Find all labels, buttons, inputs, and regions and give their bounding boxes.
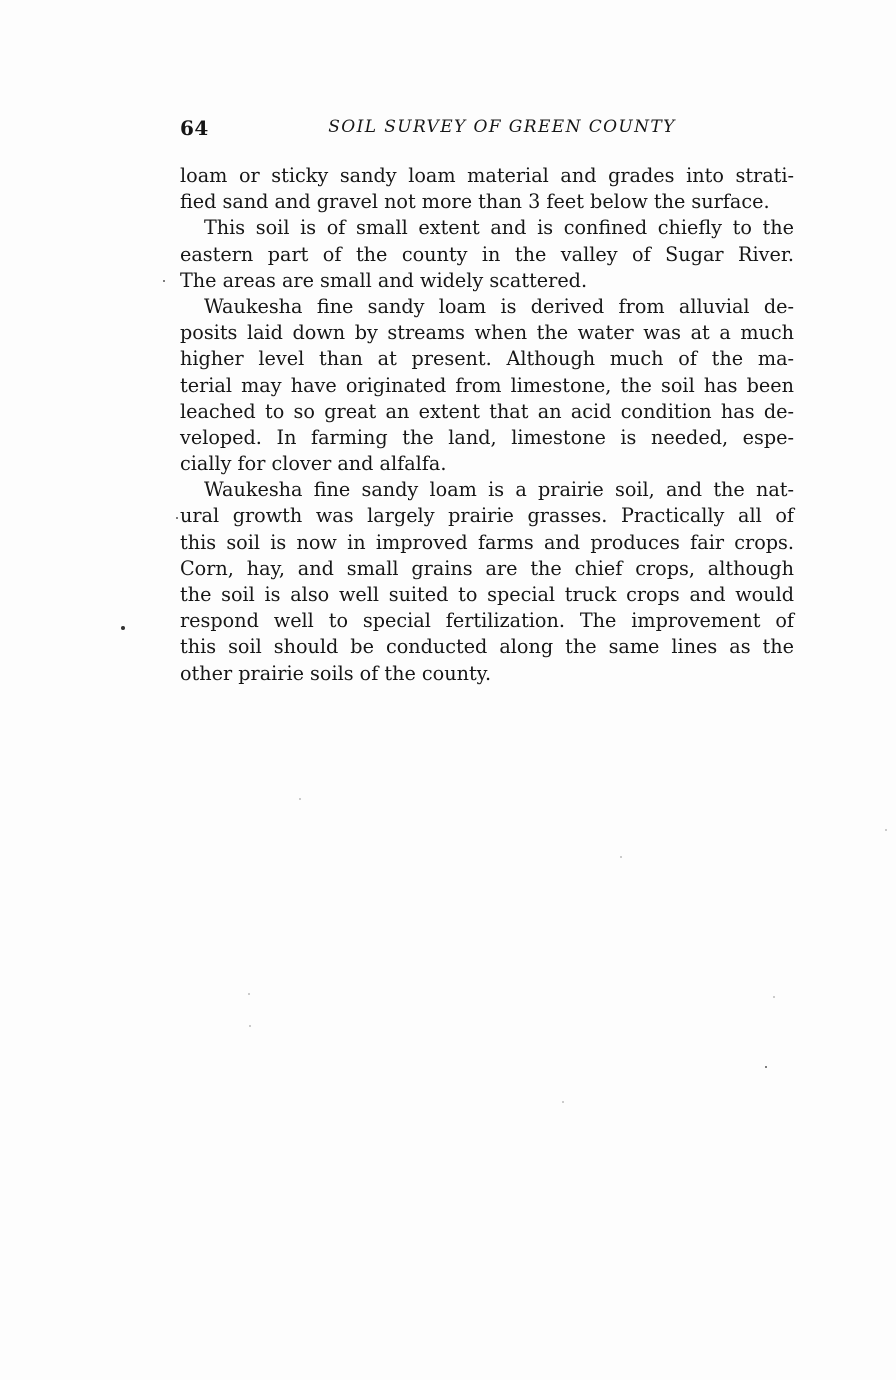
text-line: cially for clover and alfalfa. xyxy=(180,452,447,476)
scan-speck xyxy=(121,626,125,630)
scan-speck xyxy=(773,996,775,998)
text-line: this soil is now in improved farms and produces fair crops. xyxy=(180,530,794,554)
text-line: posits laid down by streams when the water was at a much xyxy=(180,321,794,345)
scan-speck xyxy=(562,1101,564,1103)
page-title: SOIL SURVEY OF GREEN COUNTY xyxy=(328,117,676,137)
text-line: other prairie soils of the county. xyxy=(180,661,492,685)
scan-speck xyxy=(299,798,301,800)
text-line: The areas are small and widely scattered. xyxy=(180,268,588,292)
text-line: the soil is also well suited to special truck crops and would xyxy=(180,583,794,606)
text-line: Waukesha fine sandy loam is derived from alluvial de- xyxy=(204,294,794,318)
page-number: 64 xyxy=(180,116,209,140)
text-line: leached to so great an extent that an acid condition has de- xyxy=(180,399,794,423)
text-line: ural growth was largely prairie grasses. Practically all of xyxy=(180,504,794,528)
text-line: eastern part of the county in the valley of Sugar River. xyxy=(180,242,794,266)
running-head xyxy=(180,116,794,140)
scan-speck xyxy=(765,1066,767,1068)
text-line: fied sand and gravel not more than 3 feet below the surface. xyxy=(180,190,770,214)
scan-speck xyxy=(249,1025,251,1027)
scan-speck xyxy=(248,993,250,995)
text-line: loam or sticky sandy loam material and grades into strati- xyxy=(180,164,794,187)
scan-speck xyxy=(620,856,622,858)
text-line: respond well to special fertilization. The improvement of xyxy=(180,609,794,633)
text-line: this soil should be conducted along the same lines as the xyxy=(180,635,794,659)
text-line: This soil is of small extent and is confined chiefly to the xyxy=(204,216,794,240)
text-line: terial may have originated from limestone, the soil has been xyxy=(180,373,794,397)
text-line: Waukesha fine sandy loam is a prairie soil, and the nat- xyxy=(204,478,794,502)
text-line: higher level than at present. Although much of the ma- xyxy=(180,347,794,371)
body-text xyxy=(180,163,794,687)
text-line: Corn, hay, and small grains are the chief crops, although xyxy=(180,556,794,580)
scan-speck xyxy=(176,517,178,519)
scan-speck xyxy=(885,829,887,831)
text-line: veloped. In farming the land, limestone is needed, espe- xyxy=(180,425,794,449)
scan-speck xyxy=(163,280,165,282)
